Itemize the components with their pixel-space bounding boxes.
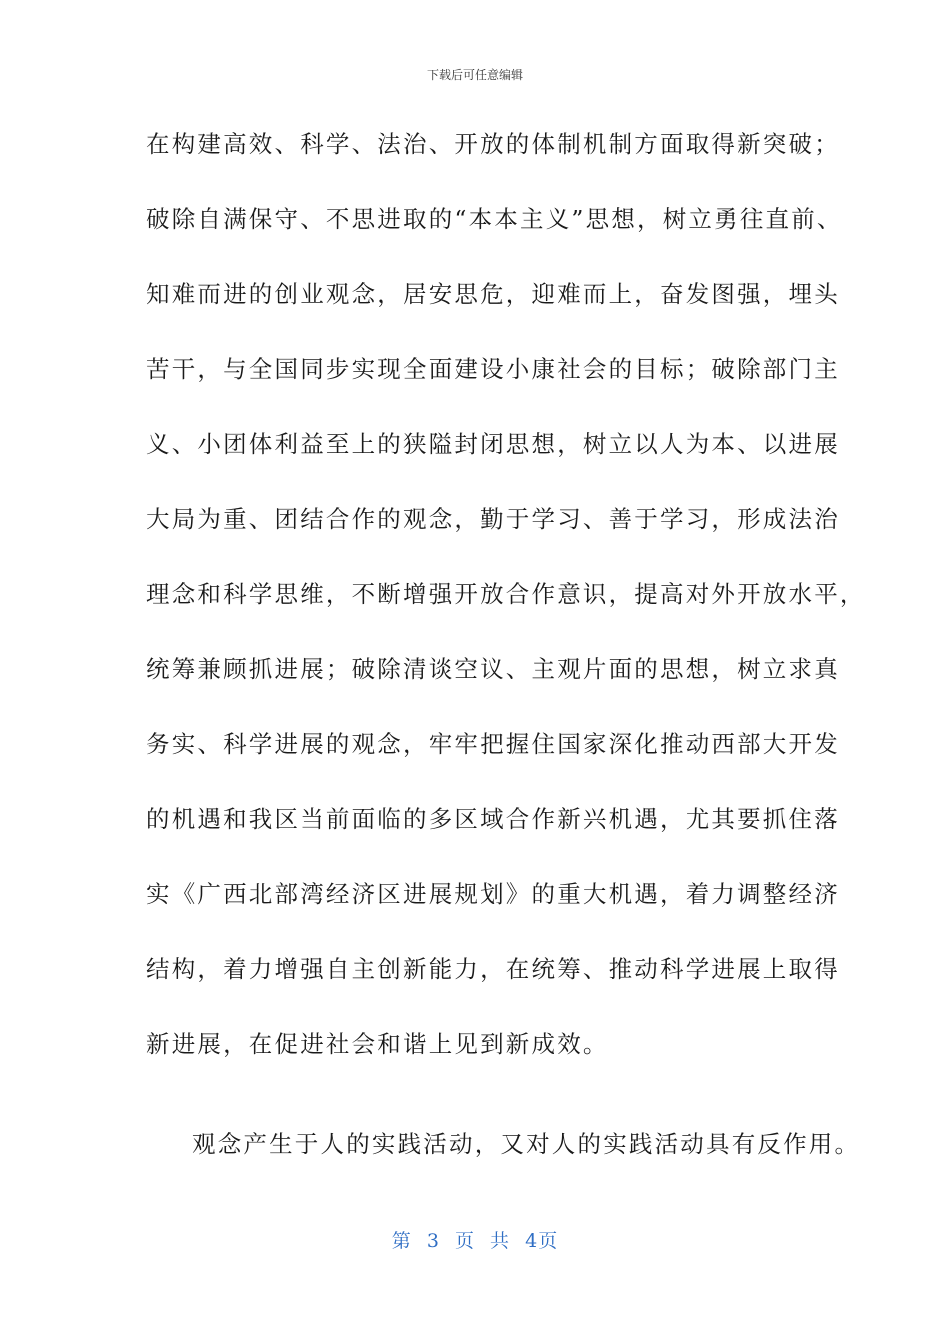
text-line: 在构建高效、科学、法治、开放的体制机制方面取得新突破； (146, 130, 840, 158)
footer-label-ye: 页 (454, 1230, 475, 1252)
text-line: 知难而进的创业观念，居安思危，迎难而上，奋发图强，埋头 (146, 280, 840, 308)
text-line: 大局为重、团结合作的观念，勤于学习、善于学习，形成法治 (146, 505, 840, 533)
text-line: 理念和科学思维，不断增强开放合作意识，提高对外开放水平， (146, 580, 866, 608)
text-line: 苦干，与全国同步实现全面建设小康社会的目标；破除部门主 (146, 355, 840, 383)
paragraph-opening-line: 观念产生于人的实践活动，又对人的实践活动具有反作用。 (192, 1130, 861, 1158)
footer-label-di: 第 (391, 1230, 412, 1252)
footer-current-page: 3 (426, 1230, 440, 1252)
text-line: 结构，着力增强自主创新能力，在统筹、推动科学进展上取得 (146, 955, 840, 983)
text-line: 统筹兼顾抓进展；破除清谈空议、主观片面的思想，树立求真 (146, 655, 840, 683)
text-line: 实《广西北部湾经济区进展规划》的重大机遇，着力调整经济 (146, 880, 840, 908)
page-footer (0, 1226, 950, 1253)
text-line: 破除自满保守、不思进取的“本本主义”思想，树立勇往直前、 (146, 205, 843, 233)
document-body (146, 125, 866, 1200)
text-line: 务实、科学进展的观念，牢牢把握住国家深化推动西部大开发 (146, 730, 840, 758)
text-line: 的机遇和我区当前面临的多区域合作新兴机遇，尤其要抓住落 (146, 805, 840, 833)
text-line: 新进展，在促进社会和谐上见到新成效。 (146, 1030, 609, 1058)
page-header: 下载后可任意编辑 (426, 68, 523, 82)
footer-total-pages: 4页 (525, 1230, 559, 1252)
footer-label-gong: 共 (490, 1230, 511, 1252)
text-line: 义、小团体利益至上的狭隘封闭思想，树立以人为本、以进展 (146, 430, 840, 458)
